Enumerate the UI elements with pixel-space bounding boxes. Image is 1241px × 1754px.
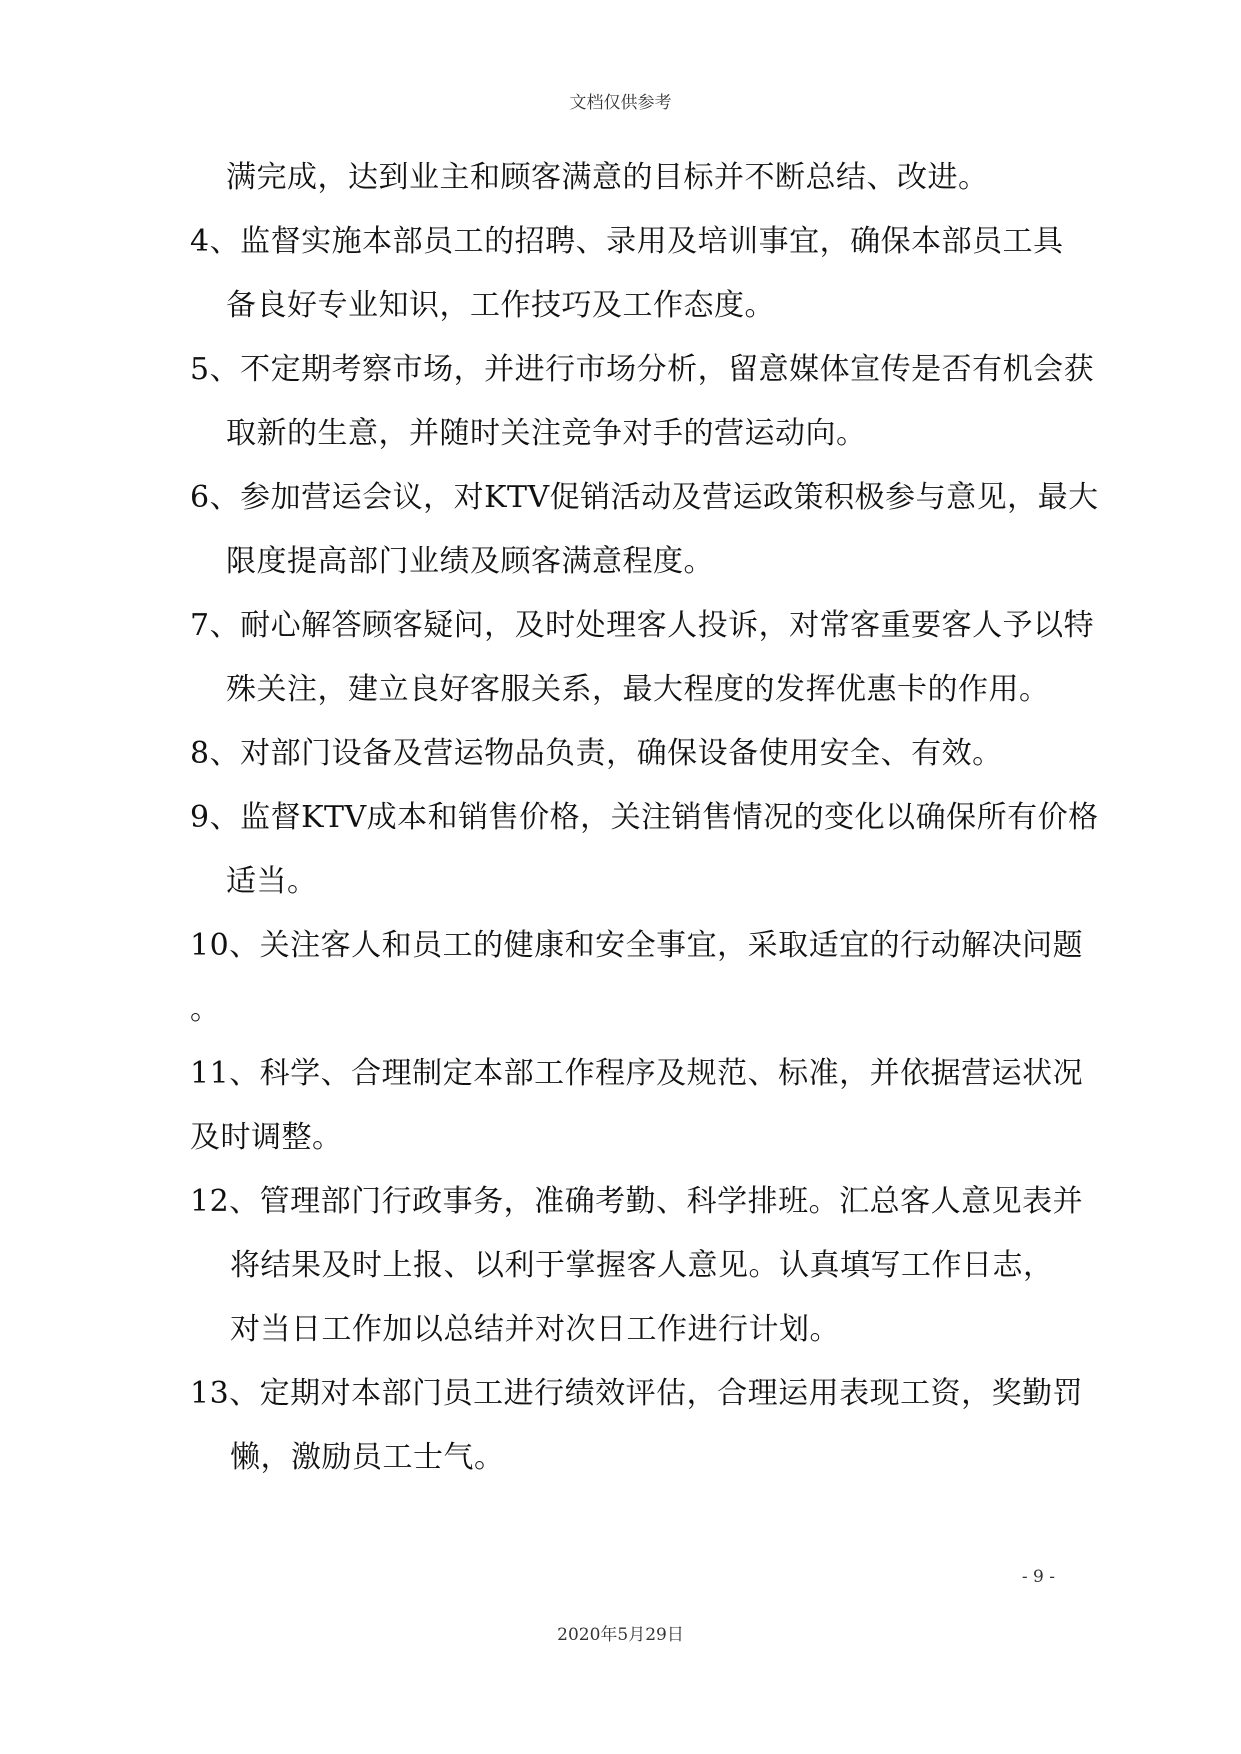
text-line: 限度提高部门业绩及顾客满意程度。 <box>226 544 714 579</box>
page-number: - 9 - <box>1021 1567 1055 1587</box>
page-header: 文档仅供参考 <box>569 93 672 113</box>
list-item-4: 4、监督实施本部员工的招聘、录用及培训事宜，确保本部员工具 <box>190 224 1064 259</box>
list-item-12: 12、管理部门行政事务，准确考勤、科学排班。汇总客人意见表并 <box>190 1184 1084 1219</box>
text-line: 满完成，达到业主和顾客满意的目标并不断总结、改进。 <box>226 160 989 195</box>
text-line: 。 <box>190 992 221 1027</box>
footer-date: 2020年5月29日 <box>557 1625 684 1645</box>
text-line: 及时调整。 <box>190 1120 343 1155</box>
list-item-10: 10、关注客人和员工的健康和安全事宜，采取适宜的行动解决问题 <box>190 928 1084 963</box>
list-item-5: 5、不定期考察市场，并进行市场分析，留意媒体宣传是否有机会获 <box>190 352 1095 387</box>
text-line: 取新的生意，并随时关注竞争对手的营运动向。 <box>226 416 867 451</box>
list-item-7: 7、耐心解答顾客疑问，及时处理客人投诉，对常客重要客人予以特 <box>190 608 1095 643</box>
list-item-9: 9、监督KTV成本和销售价格，关注销售情况的变化以确保所有价格 <box>190 800 1099 835</box>
text-line: 适当。 <box>226 864 318 899</box>
list-item-8: 8、对部门设备及营运物品负责，确保设备使用安全、有效。 <box>190 736 1003 771</box>
text-line: 备良好专业知识，工作技巧及工作态度。 <box>226 288 775 323</box>
list-item-6: 6、参加营运会议，对KTV促销活动及营运政策积极参与意见，最大 <box>190 480 1099 515</box>
list-item-11: 11、科学、合理制定本部工作程序及规范、标准，并依据营运状况 <box>190 1056 1084 1091</box>
text-line: 对当日工作加以总结并对次日工作进行计划。 <box>230 1312 840 1347</box>
text-line: 将结果及时上报、以利于掌握客人意见。认真填写工作日志， <box>230 1248 1054 1283</box>
text-line: 殊关注，建立良好客服关系，最大程度的发挥优惠卡的作用。 <box>226 672 1050 707</box>
list-item-13: 13、定期对本部门员工进行绩效评估，合理运用表现工资，奖勤罚 <box>190 1376 1084 1411</box>
text-line: 懒，激励员工士气。 <box>230 1440 505 1475</box>
